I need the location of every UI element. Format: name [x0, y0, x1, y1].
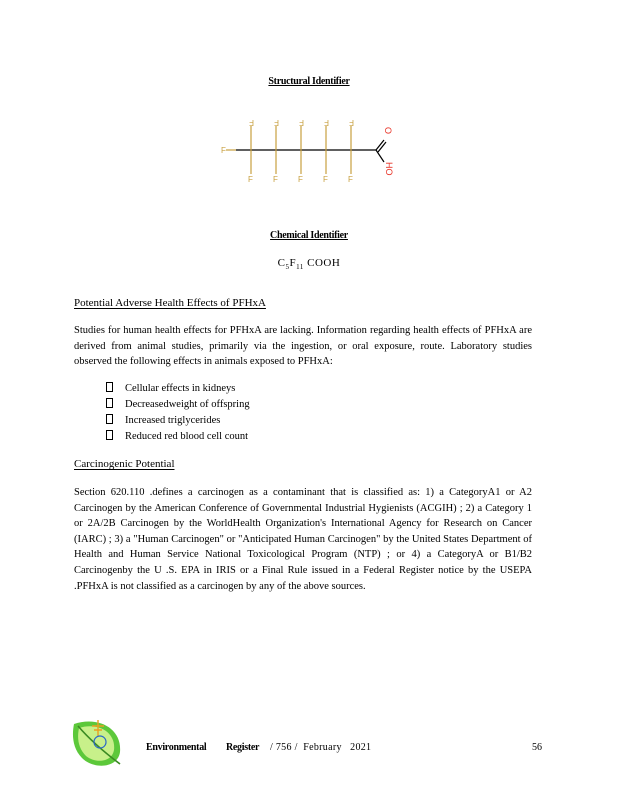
hydroxyl-bond	[376, 150, 384, 162]
health-effects-title: Potential Adverse Health Effects of PFHxA	[74, 297, 266, 309]
chemical-formula: $C_5F_{11}$ COOH	[277, 257, 341, 272]
chemical-identifier-heading: Chemical Identifier	[270, 230, 348, 241]
list-item: Decreasedweight of offspring	[106, 397, 250, 413]
health-effects-list	[106, 381, 250, 445]
bullet-box-icon	[106, 414, 113, 424]
health-effects-paragraph: Studies for human health effects for PFHxA are lacking. Information regarding health effects of PFHxA are derived from animal studies, primarily via the ingestion, or oral exposure, route. Laboratory studies observed the following effects in animals exposed to PFHxA:	[74, 325, 532, 368]
svg-text:F: F	[298, 175, 303, 184]
carcinogenic-paragraph: Section 620.110 .defines a carcinogen as a contaminant that is classified as: 1) a CategoryA1 or A2 Carcinogen by the American Conference of Governmental Industrial Hygienists (ACGIH) ; 2) a Category 1 or 2A/2B Carcinogen by the WorldHealth Organization's International Agency for Research on Cancer (IARC) ; 3) a "Human Carcinogen" or "Anticipated Human Carcinogen" by the United States Department of Health and Human Service National Toxicological Program (NTP) ; or 4) a CategoryA or B1/B2 Carcinogenby the U .S. EPA in IRIS or a Final Rule issued in a Federal Register notice by the USEPA .PFHxA is not classified as a carcinogen by any of the above sources.	[74, 487, 532, 592]
svg-text:F: F	[248, 175, 253, 184]
bullet-box-icon	[106, 382, 113, 392]
oxygen-atom-label: O	[383, 127, 393, 135]
svg-text:F: F	[349, 118, 354, 127]
carbonyl-bond	[376, 140, 384, 150]
svg-text:F: F	[273, 175, 278, 184]
structural-identifier-heading: Structural Identifier	[268, 76, 350, 87]
svg-text:F: F	[324, 118, 329, 127]
register-label: Register	[226, 742, 260, 753]
svg-text:F: F	[274, 118, 279, 127]
list-item: Increased triglycerides	[106, 413, 250, 429]
carbonyl-double-bond	[378, 142, 386, 152]
publication-name: Environmental	[146, 742, 207, 753]
fluorine-atom-label: F	[221, 146, 226, 155]
svg-text:F: F	[348, 175, 353, 184]
svg-text:F: F	[323, 175, 328, 184]
hydroxyl-group-label: HO	[384, 162, 394, 176]
list-item: Cellular effects in kidneys	[106, 381, 250, 397]
page-footer	[0, 742, 618, 766]
svg-text:F: F	[299, 118, 304, 127]
issue-info: / 756 / February 2021	[270, 742, 372, 753]
list-item: Reduced red blood cell count	[106, 429, 250, 445]
bullet-box-icon	[106, 398, 113, 408]
page-number: 56	[532, 742, 542, 753]
bullet-box-icon	[106, 430, 113, 440]
carcinogenic-potential-title: Carcinogenic Potential	[74, 458, 175, 470]
svg-text:F: F	[249, 118, 254, 127]
